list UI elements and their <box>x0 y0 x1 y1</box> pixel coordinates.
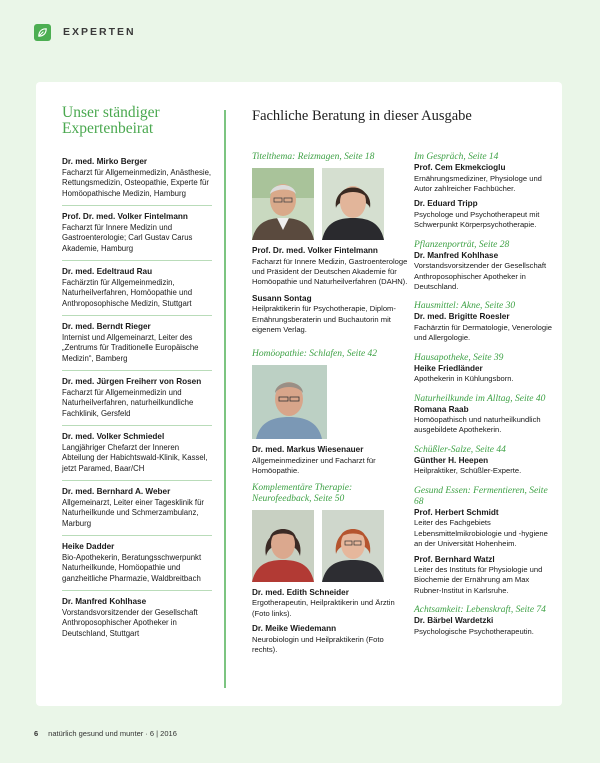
expert-description: Langjähriger Chefarzt der Inneren Abteilung der Habichtswald-Klinik, Kassel, jetzt Paramed, Baar/CH <box>62 442 208 473</box>
expert-description: Facharzt für Allgemeinmedizin und Naturheilverfahren, naturheilkundliche Fachklinik, Gersfeld <box>62 387 194 418</box>
advice-section <box>414 240 554 293</box>
person-description: Psychologische Psychotherapeutin. <box>414 626 534 636</box>
person-name: Dr. Manfred Kohlhase <box>414 250 499 260</box>
person-name: Prof. Cem Ekmekcioglu <box>414 163 506 172</box>
publication-line: natürlich gesund und munter · 6 | 2016 <box>48 729 177 738</box>
advice-section <box>414 152 554 231</box>
topic-heading: Gesund Essen: Fermentieren, Seite 68 <box>414 485 548 507</box>
portrait-photo <box>252 168 314 240</box>
expert-description: Vorstandsvorsitzender der Gesellschaft Anthroposophischer Apotheker in Deutschland, Stuttgart <box>62 607 198 638</box>
person-description: Allgemeinmediziner und Facharzt für Homöopathie. <box>252 455 376 476</box>
expert-description: Facharzt für Allgemeinmedizin, Anästhesie, Rettungsmedizin, Osteopathie, Experte für Homöopathische Medizin, Hamburg <box>62 167 212 198</box>
person-description: Fachärztin für Dermatologie, Venerologie und Allergologie. <box>414 322 553 343</box>
portrait-photo <box>252 365 327 439</box>
person-name: Dr. med. Brigitte Roesler <box>414 312 510 322</box>
section-header <box>34 22 136 42</box>
person-description: Leiter des Fachgebiets Lebensmittelmikrobiologie und -hygiene an der Universität Hohenheim. <box>414 518 548 549</box>
content-card <box>36 82 562 706</box>
person-description: Ergotherapeutin, Heilpraktikerin und Ärztin (Foto links). <box>252 598 395 618</box>
person-name: Dr. Eduard Tripp <box>414 199 478 209</box>
person-description: Heilpraktikerin für Psychotherapie, Diplom-Ernährungsberaterin und Buchautorin mit eigenem Verlag. <box>252 304 396 335</box>
expert-name: Dr. med. Edeltraud Rau <box>62 267 153 276</box>
expert-name: Prof. Dr. med. Volker Fintelmann <box>62 212 188 221</box>
column-divider <box>224 110 226 688</box>
advice-section <box>414 394 554 436</box>
expert-name: Dr. med. Bernhard A. Weber <box>62 487 171 496</box>
right-column <box>414 152 554 646</box>
advice-section <box>414 353 554 385</box>
expert-name: Dr. med. Berndt Rieger <box>62 322 151 331</box>
portrait-photo <box>252 510 314 582</box>
section-homoeopathie <box>252 349 410 476</box>
person-description: Facharzt für Innere Medizin, Gastroenterologe und Präsident der Deutschen Akademie für Homöopathie und Naturheilverfahren (DAHN). <box>252 256 408 287</box>
person-name: Prof. Herbert Schmidt <box>414 507 499 517</box>
expert-name: Dr. med. Mirko Berger <box>62 157 148 166</box>
person-description: Heilpraktiker, Schüßler-Experte. <box>414 466 522 476</box>
issue-advice-title: Fachliche Beratung in dieser Ausgabe <box>252 108 472 124</box>
person-name: Dr. Bärbel Wardetzki <box>414 616 494 626</box>
expert-description: Internist und Allgemeinarzt, Leiter des „Zentrums für Traditionelle Europäische Medizin“, Bamberg <box>62 332 199 363</box>
topic-heading: Pflanzenporträt, Seite 28 <box>414 239 510 250</box>
person-name: Dr. Meike Wiedemann <box>252 624 337 634</box>
middle-column <box>252 152 410 655</box>
expert-name: Heike Dadder <box>62 542 115 551</box>
expert-entry <box>62 212 212 261</box>
expert-entry <box>62 597 212 645</box>
person-description: Vorstandsvorsitzender der Gesellschaft Anthroposophischer Apotheker in Deutschland. <box>414 261 547 291</box>
person-name: Prof. Bernhard Watzl <box>414 554 495 564</box>
expert-entry <box>62 157 212 206</box>
leaf-icon <box>34 24 51 41</box>
expert-entry <box>62 432 212 481</box>
topic-heading: Im Gespräch, Seite 14 <box>414 152 499 162</box>
expert-board-title: Unser ständiger Expertenbeirat <box>62 104 160 137</box>
expert-entry <box>62 542 212 591</box>
topic-heading: Titelthema: Reizmagen, Seite 18 <box>252 152 375 162</box>
person-description: Neurobiologin und Heilpraktikerin (Foto rechts). <box>252 634 384 654</box>
topic-heading: Hausapotheke, Seite 39 <box>414 352 504 363</box>
expert-name: Dr. med. Jürgen Freiherr von Rosen <box>62 377 202 386</box>
person-name: Prof. Dr. med. Volker Fintelmann <box>252 246 378 255</box>
advice-section <box>414 605 554 637</box>
person-description: Ernährungsmediziner, Physiologe und Autor zahlreicher Fachbücher. <box>414 173 542 193</box>
section-neurofeedback <box>252 483 410 656</box>
advice-section <box>414 301 554 343</box>
person-name: Heike Friedländer <box>414 363 483 373</box>
topic-heading: Homöopathie: Schlafen, Seite 42 <box>252 349 378 360</box>
person-name: Romana Raab <box>414 404 469 414</box>
person-name: Susann Sontag <box>252 293 312 303</box>
section-reizmagen <box>252 152 410 335</box>
expert-description: Bio-Apothekerin, Beratungsschwerpunkt Naturheilkunde, Homöopathie und ganzheitliche Pharmazie, Waldbreitbach <box>62 552 202 583</box>
section-label: EXPERTEN <box>63 26 136 38</box>
portrait-photo <box>322 168 384 240</box>
page-number: 6 <box>34 729 39 738</box>
expert-list <box>62 157 212 645</box>
topic-heading: Schüßler-Salze, Seite 44 <box>414 444 506 455</box>
expert-entry <box>62 487 212 536</box>
topic-heading: Achtsamkeit: Lebenskraft, Seite 74 <box>414 605 546 616</box>
person-name: Dr. med. Edith Schneider <box>252 587 349 597</box>
person-description: Leiter des Instituts für Physiologie und Biochemie der Ernährung am Max Rubner-Institut in Karlsruhe. <box>414 565 543 595</box>
expert-board-column <box>62 105 212 651</box>
expert-description: Fachärztin für Allgemeinmedizin, Naturheilverfahren, Homöopathie und Anthroposophische Medizin, Stuttgart <box>62 277 193 308</box>
person-description: Apothekerin in Kühlungsborn. <box>414 374 514 384</box>
expert-name: Dr. Manfred Kohlhase <box>62 597 147 606</box>
expert-entry <box>62 377 212 426</box>
portrait-photo <box>322 510 384 582</box>
expert-entry <box>62 322 212 371</box>
person-description: Homöopathisch und naturheilkundlich ausgebildete Apothekerin. <box>414 415 541 435</box>
page-footer <box>34 729 177 738</box>
expert-name: Dr. med. Volker Schmiedel <box>62 432 165 441</box>
topic-heading: Hausmittel: Akne, Seite 30 <box>414 301 516 312</box>
advice-section <box>414 445 554 477</box>
person-name: Dr. med. Markus Wiesenauer <box>252 445 364 455</box>
person-name: Günther H. Heepen <box>414 455 489 465</box>
topic-heading: Naturheilkunde im Alltag, Seite 40 <box>414 393 546 404</box>
person-description: Psychologe und Psychotherapeut mit Schwerpunkt Körperpsychotherapie. <box>414 209 540 230</box>
expert-entry <box>62 267 212 316</box>
advice-section <box>414 486 554 596</box>
expert-description: Facharzt für Innere Medizin und Gastroenterologie; Carl Gustav Carus Akademie, Hamburg <box>62 222 193 253</box>
topic-heading: Komplementäre Therapie: Neurofeedback, Seite 50 <box>252 482 353 504</box>
expert-description: Allgemeinarzt, Leiter einer Tagesklinik für Naturheilkunde und Schmerzambulanz, Marburg <box>62 497 204 528</box>
